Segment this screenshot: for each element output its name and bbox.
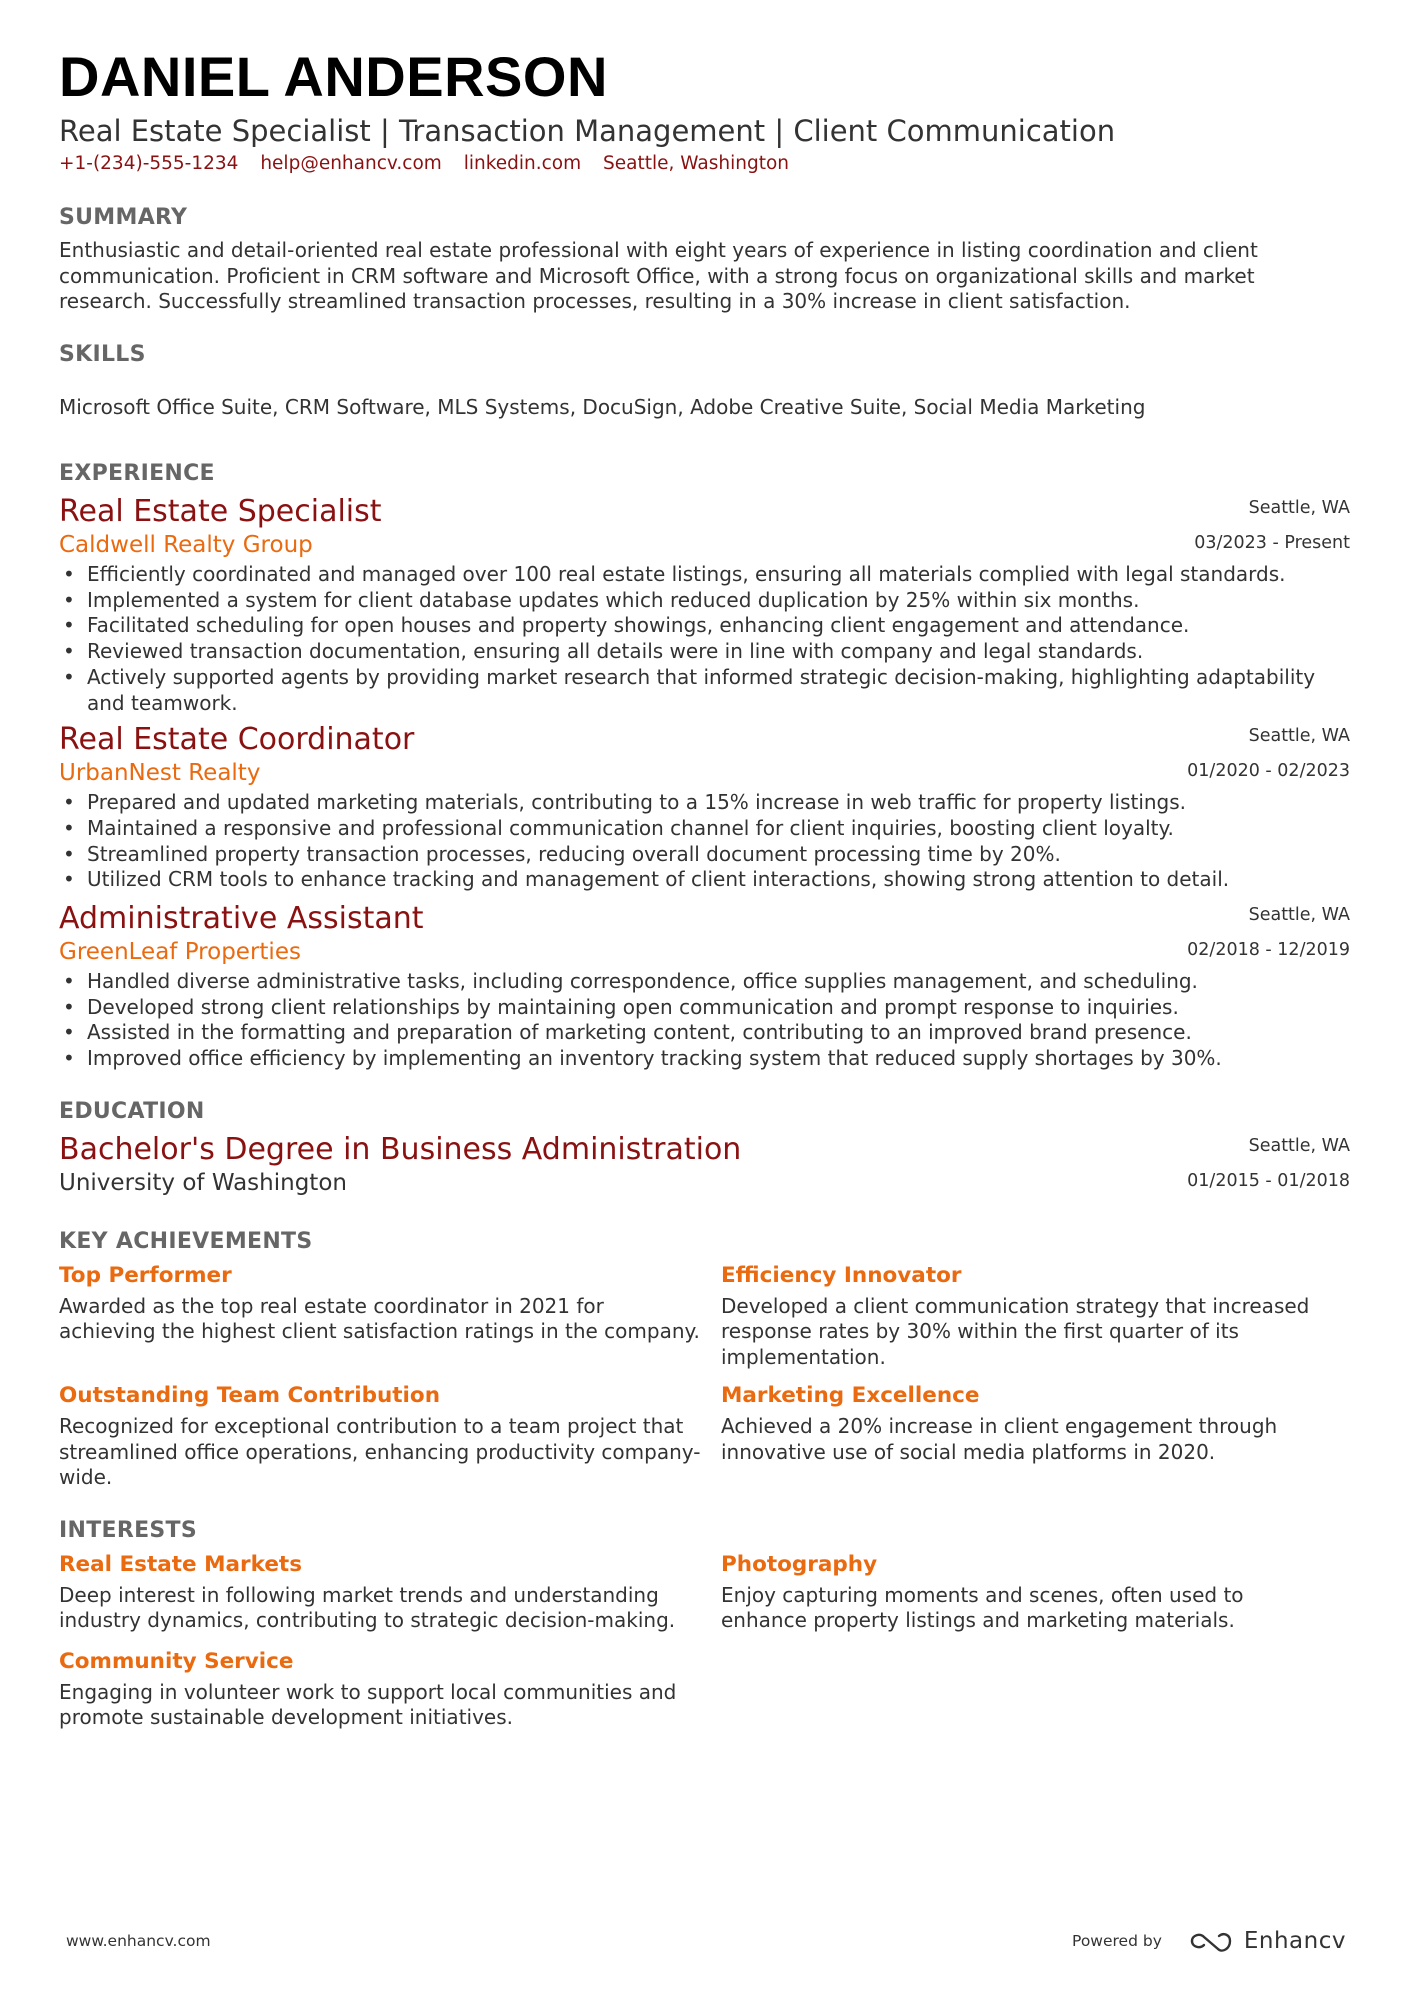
linkedin-link[interactable]: linkedin.com [463,153,582,174]
bullet-item: • Improved office efficiency by implementing an inventory tracking system that reduced supply shortages by 30%. [59,1046,1350,1072]
bullet-item: • Prepared and updated marketing materials, contributing to a 15% increase in web traffic for property listings. [59,790,1350,816]
job-meta [1187,901,1350,962]
powered-by-label: Powered by [1072,1932,1162,1950]
skills-heading: SKILLS [59,341,146,367]
location-text: Seattle, Washington [603,153,789,174]
bullet-item: • Utilized CRM tools to enhance tracking and management of client interactions, showing strong attention to detail. [59,867,1350,893]
phone-link[interactable]: +1-(234)-555-1234 [59,153,239,174]
bullet-item: • Efficiently coordinated and managed over 100 real estate listings, ensuring all materials complied with legal standards. [59,562,1350,588]
job-meta [1194,494,1350,555]
achievement-item [721,1262,1351,1371]
email-link[interactable]: help@enhancv.com [260,153,442,174]
bullet-item: • Facilitated scheduling for open houses and property showings, enhancing client engagement and attendance. [59,613,1350,639]
job-bullets [59,790,1350,893]
job-entry [59,494,1350,716]
bullet-item: • Maintained a responsive and professional communication channel for client inquiries, boosting client loyalty. [59,816,1350,842]
company-name: GreenLeaf Properties [59,939,301,966]
bullet-item: • Assisted in the formatting and preparation of marketing content, contributing to an improved brand presence. [59,1020,1350,1046]
achievement-title: Marketing Excellence [721,1383,980,1409]
interest-item [59,1648,721,1731]
interest-title: Community Service [59,1648,294,1674]
achievement-text: Awarded as the top real estate coordinator in 2021 for achieving the highest client satisfaction ratings in the company. [59,1293,700,1344]
enhancv-logo-icon [1188,1929,1234,1953]
job-dates: 01/2020 - 02/2023 [1187,761,1350,782]
achievements-heading: KEY ACHIEVEMENTS [59,1228,313,1254]
interest-text: Engaging in volunteer work to support local communities and promote sustainable development initiatives. [59,1679,677,1730]
job-bullets [59,969,1350,1072]
education-entry [59,1132,1350,1198]
bullet-item: • Reviewed transaction documentation, ensuring all details were in line with company and legal standards. [59,639,1350,665]
job-bullets [59,562,1350,716]
interest-title: Photography [721,1551,878,1577]
job-title: Administrative Assistant [59,901,424,937]
achievement-title: Outstanding Team Contribution [59,1383,441,1409]
interest-item [721,1551,1351,1634]
achievement-item [59,1262,721,1371]
achievement-item [59,1382,721,1491]
achievement-title: Top Performer [59,1262,232,1288]
achievement-text: Developed a client communication strategy that increased response rates by 30% within the first quarter of its implementation. [721,1293,1310,1369]
job-title: Real Estate Specialist [59,494,382,529]
education-location: Seattle, WA [1248,1135,1350,1156]
bullet-item: • Developed strong client relationships by maintaining open communication and prompt response to inquiries. [59,995,1350,1021]
job-location: Seattle, WA [1248,726,1350,747]
interest-item [59,1551,721,1634]
company-name: Caldwell Realty Group [59,532,313,558]
achievements-grid [59,1262,1350,1503]
footer [0,1928,1410,1958]
bullet-item: • Actively supported agents by providing market research that informed strategic decision-making, highlighting adaptability and teamwork. [59,665,1350,716]
company-name: UrbanNest Realty [59,760,261,787]
job-location: Seattle, WA [1248,905,1350,926]
school-name: University of Washington [59,1169,347,1196]
experience-heading: EXPERIENCE [59,461,215,486]
interest-text: Enjoy capturing moments and scenes, often used to enhance property listings and marketing materials. [721,1582,1244,1633]
enhancv-logo[interactable] [1188,1928,1346,1954]
job-dates: 02/2018 - 12/2019 [1187,940,1350,961]
achievement-title: Efficiency Innovator [721,1262,962,1288]
job-title: Real Estate Coordinator [59,722,415,758]
job-dates: 03/2023 - Present [1194,533,1350,553]
headline: Real Estate Specialist | Transaction Management | Client Communication [59,114,1116,148]
summary-heading: SUMMARY [59,205,188,230]
interests-heading: INTERESTS [59,1517,197,1543]
contact-info [59,152,1350,176]
achievement-item [721,1382,1351,1491]
interest-text: Deep interest in following market trends and understanding industry dynamics, contributing to strategic decision-making. [59,1582,676,1633]
skills-text: Microsoft Office Suite, CRM Software, MLS Systems, DocuSign, Adobe Creative Suite, Social Media Marketing [59,394,1146,419]
powered-by [1072,1928,1346,1954]
interests-grid [59,1551,1350,1745]
education-dates: 01/2015 - 01/2018 [1187,1170,1350,1191]
education-heading: EDUCATION [59,1098,205,1124]
job-meta [1187,722,1350,783]
achievement-text: Recognized for exceptional contribution to a team project that streamlined office operations, enhancing productivity company-wide. [59,1414,701,1490]
bullet-item: • Implemented a system for client database updates which reduced duplication by 25% within six months. [59,588,1350,614]
education-meta [1187,1132,1350,1193]
enhancv-brand: Enhancv [1243,1928,1346,1954]
bullet-item: • Streamlined property transaction processes, reducing overall document processing time by 20%. [59,842,1350,868]
interest-title: Real Estate Markets [59,1551,302,1577]
degree-title: Bachelor's Degree in Business Administration [59,1131,742,1167]
summary-text: Enthusiastic and detail-oriented real estate professional with eight years of experience in listing coordination and client communication. Proficient in CRM software and Microsoft Office, with a strong focus on organizational skills and market research. Successfully streamlined transaction processes, resulting in a 30% increase in client satisfaction. [59,238,1258,313]
bullet-item: • Handled diverse administrative tasks, including correspondence, office supplies management, and scheduling. [59,969,1350,995]
website-link[interactable]: www.enhancv.com [66,1932,211,1950]
candidate-name: DANIEL ANDERSON [59,45,608,108]
job-entry [59,722,1350,893]
job-entry [59,901,1350,1072]
achievement-text: Achieved a 20% increase in client engagement through innovative use of social media platforms in 2020. [721,1414,1278,1464]
job-location: Seattle, WA [1248,498,1350,518]
